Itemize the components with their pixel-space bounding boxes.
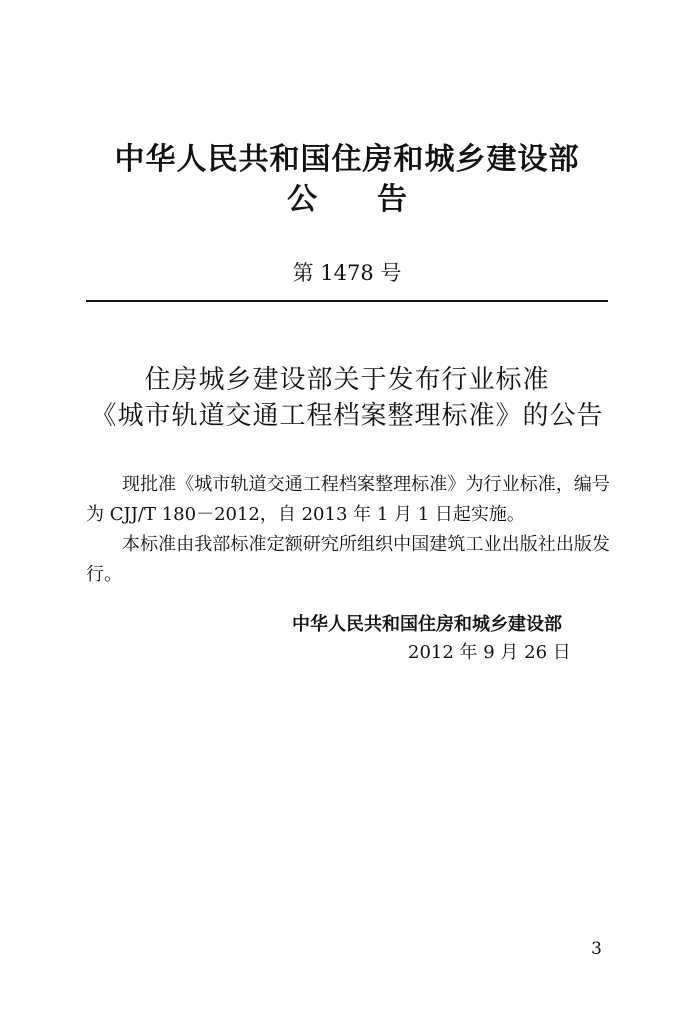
body-paragraph-1: 现批准《城市轨道交通工程档案整理标准》为行业标准，编号为 CJJ/T 180－2012，自 2013 年 1 月 1 日起实施。 [86, 474, 610, 525]
ministry-title: 中华人民共和国住房和城乡建设部 [114, 142, 580, 177]
headline-line-1: 住房城乡建设部关于发布行业标准 [144, 365, 550, 395]
issuer-signature: 中华人民共和国住房和城乡建设部 [292, 614, 562, 635]
page-number: 3 [591, 939, 602, 959]
issue-date: 2012 年 9 月 26 日 [408, 642, 571, 663]
body-paragraph-2: 本标准由我部标准定额研究所组织中国建筑工业出版社出版发行。 [86, 534, 610, 585]
headline-line-2: 《城市轨道交通工程档案整理标准》的公告 [90, 401, 604, 431]
announcement-title: 公 告 [287, 182, 407, 217]
document-number: 第 1478 号 [292, 261, 402, 285]
header-divider [86, 300, 608, 302]
